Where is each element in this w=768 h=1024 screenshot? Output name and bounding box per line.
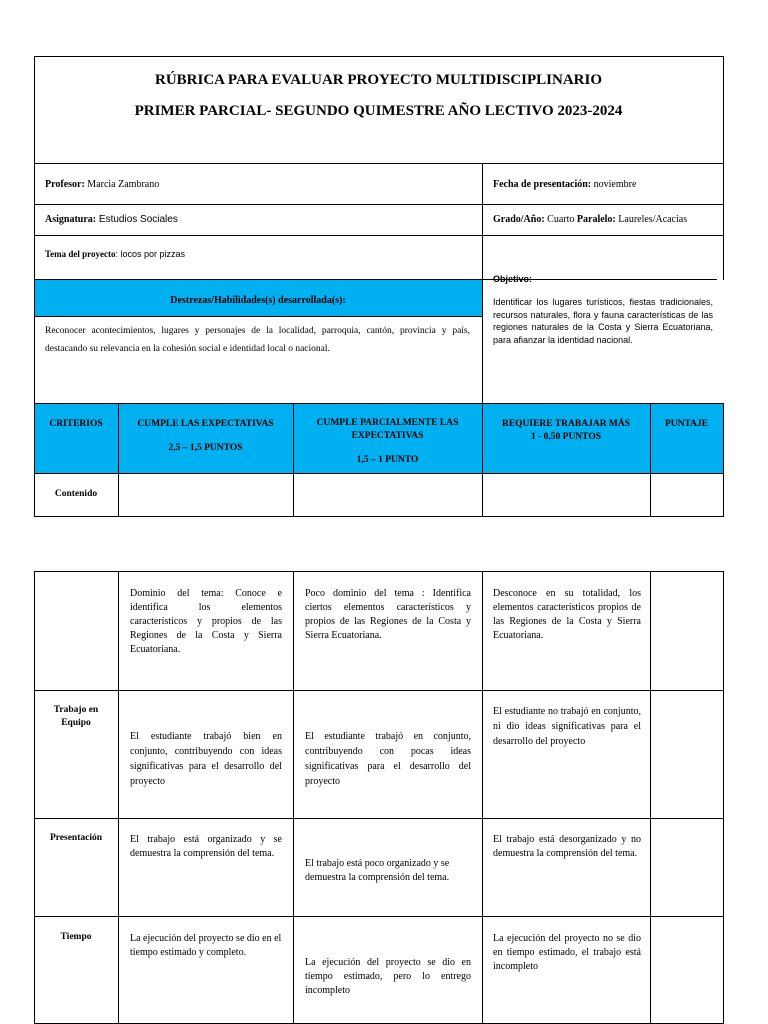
- row-contenido-requiere: Desconoce en su totalidad, los elementos característicos propios de las Regiones de la Costa y Sierra Ecuatoriana.: [493, 588, 641, 641]
- objetivo-text: Identificar los lugares turísticos, fiestas tradicionales, recursos naturales, flora y fauna características de las regiones naturales de la Costa y Sierra Ecuatoriana, para afianzar la identidad nacional.: [493, 297, 713, 345]
- row-criterio-trabajo: Trabajo en Equipo: [53, 705, 99, 728]
- row-criterio-contenido: Contenido: [54, 489, 98, 499]
- asignatura-field: Asignatura: Estudios Sociales: [45, 214, 178, 225]
- row-presentacion-requiere: El trabajo está desorganizado y no demuestra la comprensión del tema.: [493, 834, 641, 859]
- row-presentacion-parcial: El trabajo está poco organizado y se demuestra la comprensión del tema.: [305, 858, 450, 883]
- col-parcial: CUMPLE PARCIALMENTE LAS EXPECTATIVAS: [316, 418, 459, 441]
- row-trabajo-requiere: El estudiante no trabajó en conjunto, ni dio ideas significativas para el desarrollo del proyecto: [493, 706, 641, 747]
- row-tiempo-parcial: La ejecución del proyecto se dio en tiempo estimado, pero lo entrego incompleto: [305, 957, 471, 996]
- page-title: RÚBRICA PARA EVALUAR PROYECTO MULTIDISCIPLINARIO: [154, 72, 603, 88]
- page-subtitle: PRIMER PARCIAL- SEGUNDO QUIMESTRE AÑO LECTIVO 2023-2024: [134, 103, 623, 119]
- row-tiempo-requiere: La ejecución del proyecto no se dio en tiempo estimado, el trabajo está incompleto: [493, 933, 641, 972]
- row-criterio-tiempo: Tiempo: [60, 932, 92, 942]
- row-trabajo-parcial: El estudiante trabajó en conjunto, contribuyendo con pocas ideas significativas para el desarrollo del proyecto: [305, 731, 471, 787]
- col-cumple-pts: 2,5 – 1,5 PUNTOS: [168, 443, 243, 453]
- row-tiempo-cumple: La ejecución del proyecto se dio en el tiempo estimado y completo.: [130, 933, 282, 958]
- row-contenido-parcial: Poco dominio del tema : Identifica ciertos elementos característicos y propios de las Regiones de la Costa y Sierra Ecuatoriana.: [305, 588, 471, 641]
- col-requiere-pts: 1 - 0,50 PUNTOS: [530, 432, 602, 442]
- col-requiere: REQUIERE TRABAJAR MÁS: [501, 419, 631, 429]
- row-trabajo-cumple: El estudiante trabajó bien en conjunto, contribuyendo con ideas significativas para el desarrollo del proyecto: [130, 731, 282, 787]
- row-presentacion-cumple: El trabajo está organizado y se demuestra la comprensión del tema.: [130, 834, 282, 859]
- profesor-field: Profesor: Marcia Zambrano: [45, 179, 160, 190]
- grado-field: Grado/Año: Cuarto Paralelo: Laureles/Acacias: [493, 214, 688, 225]
- destrezas-header: Destrezas/Habilidades(s) desarrollada(s):: [170, 295, 346, 306]
- col-cumple: CUMPLE LAS EXPECTATIVAS: [137, 419, 274, 429]
- destrezas-text: Reconocer acontecimientos, lugares y personajes de la localidad, parroquia, cantón, provincia y país, destacando su relevancia en la cohesión social e identidad local o nacional.: [45, 326, 470, 354]
- objetivo-label: Objetivo:: [493, 274, 533, 284]
- row-criterio-presentacion: Presentación: [49, 833, 103, 843]
- row-contenido-cumple: Dominio del tema: Conoce e identifica los elementos característicos y propios de las Regiones de la Costa y Sierra Ecuatoriana.: [130, 588, 282, 655]
- fecha-field: Fecha de presentación: noviembre: [493, 179, 637, 190]
- col-criterios: CRITERIOS: [49, 419, 103, 429]
- col-parcial-pts: 1,5 – 1 PUNTO: [356, 455, 419, 465]
- col-puntaje: PUNTAJE: [664, 419, 709, 429]
- tema-field: Tema del proyecto: locos por pizzas: [45, 249, 186, 259]
